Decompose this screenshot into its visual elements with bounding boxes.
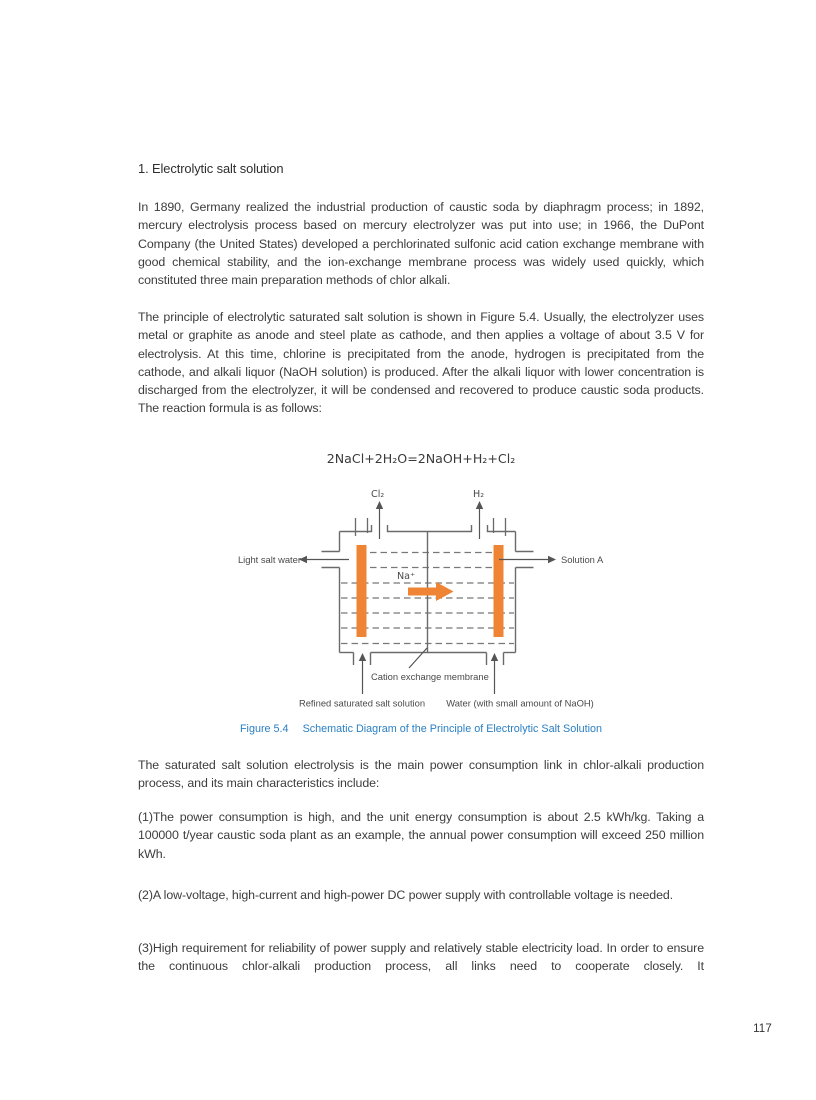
membrane-leader-line [409, 648, 427, 668]
paragraph-power-link: The saturated salt solution electrolysis is the main power consumption link in chlor-alkali production process, and its main characteristics include: [138, 758, 704, 791]
section-heading: 1. Electrolytic salt solution [138, 161, 284, 176]
membrane-label: Cation exchange membrane [371, 671, 489, 682]
cathode-electrode [494, 545, 504, 637]
electrode-leads [356, 518, 506, 536]
anode-electrode [357, 545, 367, 637]
light-salt-water-label: Light salt water [237, 554, 301, 565]
h2-label: H₂ [473, 489, 485, 500]
cl2-gas-arrow [376, 501, 383, 539]
inlet-right-label: Water (with small amount of NaOH) [446, 697, 594, 709]
reaction-equation: 2NaCl+2H₂O=2NaOH+H₂+Cl₂ [326, 451, 516, 466]
paragraph-history: In 1890, Germany realized the industrial production of caustic soda by diaphragm process; in 1892, mercury electrolysis process based on mercury electrolyzer was put into use; in 1966, the DuPont Company (the United States) developed a perchlorinated sulfonic acid cation exchange membrane with good chemical stability, and the ion-exchange membrane process was widely used quickly, which constituted three main preparation methods of chlor alkali. [138, 200, 704, 288]
inlet-right-arrow [491, 653, 498, 694]
h2-gas-arrow [476, 501, 483, 539]
paragraph-principle: The principle of electrolytic saturated salt solution is shown in Figure 5.4. Usually, the electrolyzer uses metal or graphite as anode and steel plate as cathode, and then applies a voltage of about 3.5 V for electrolysis. At this time, chlorine is precipitated from the anode, hydrogen is precipitated from the cathode, and alkali liquor (NaOH solution) is produced. After the alkali liquor with lower concentration is discharged from the electrolyzer, it will be condensed and recovered to produce caustic soda products. The reaction formula is as follows: [138, 310, 704, 416]
figure-caption [138, 720, 704, 738]
paragraph-item-1: (1)The power consumption is high, and the unit energy consumption is about 2.5 kWh/kg. Taking a 100000 t/year caustic soda plant as an example, the annual power consumption will exceed 250 million kWh. [138, 810, 704, 861]
inlet-left-label: Refined saturated salt solution [298, 697, 426, 709]
cl2-label: Cl₂ [371, 489, 385, 500]
figure-caption-title: Schematic Diagram of the Principle of Electrolytic Salt Solution [302, 723, 603, 735]
sodium-ion-label: Na⁺ [397, 571, 416, 582]
electrolytic-cell-schematic [232, 478, 616, 714]
paragraph-item-2: (2)A low-voltage, high-current and high-power DC power supply with controllable voltage is needed. [138, 888, 673, 902]
page-number: 117 [753, 1023, 772, 1035]
figure-caption-number: Figure 5.4 [239, 723, 289, 735]
solution-a-arrow [499, 556, 556, 563]
paragraph-item-3: (3)High requirement for reliability of power supply and relatively stable electricity load. In order to ensure the continuous chlor-alkali production process, all links need to cooperate closely. It [138, 941, 704, 974]
light-salt-water-arrow [299, 556, 349, 563]
solution-a-label: Solution A [561, 554, 604, 565]
inlet-left-arrow [359, 653, 366, 694]
figure-5-4-diagram [232, 478, 616, 714]
